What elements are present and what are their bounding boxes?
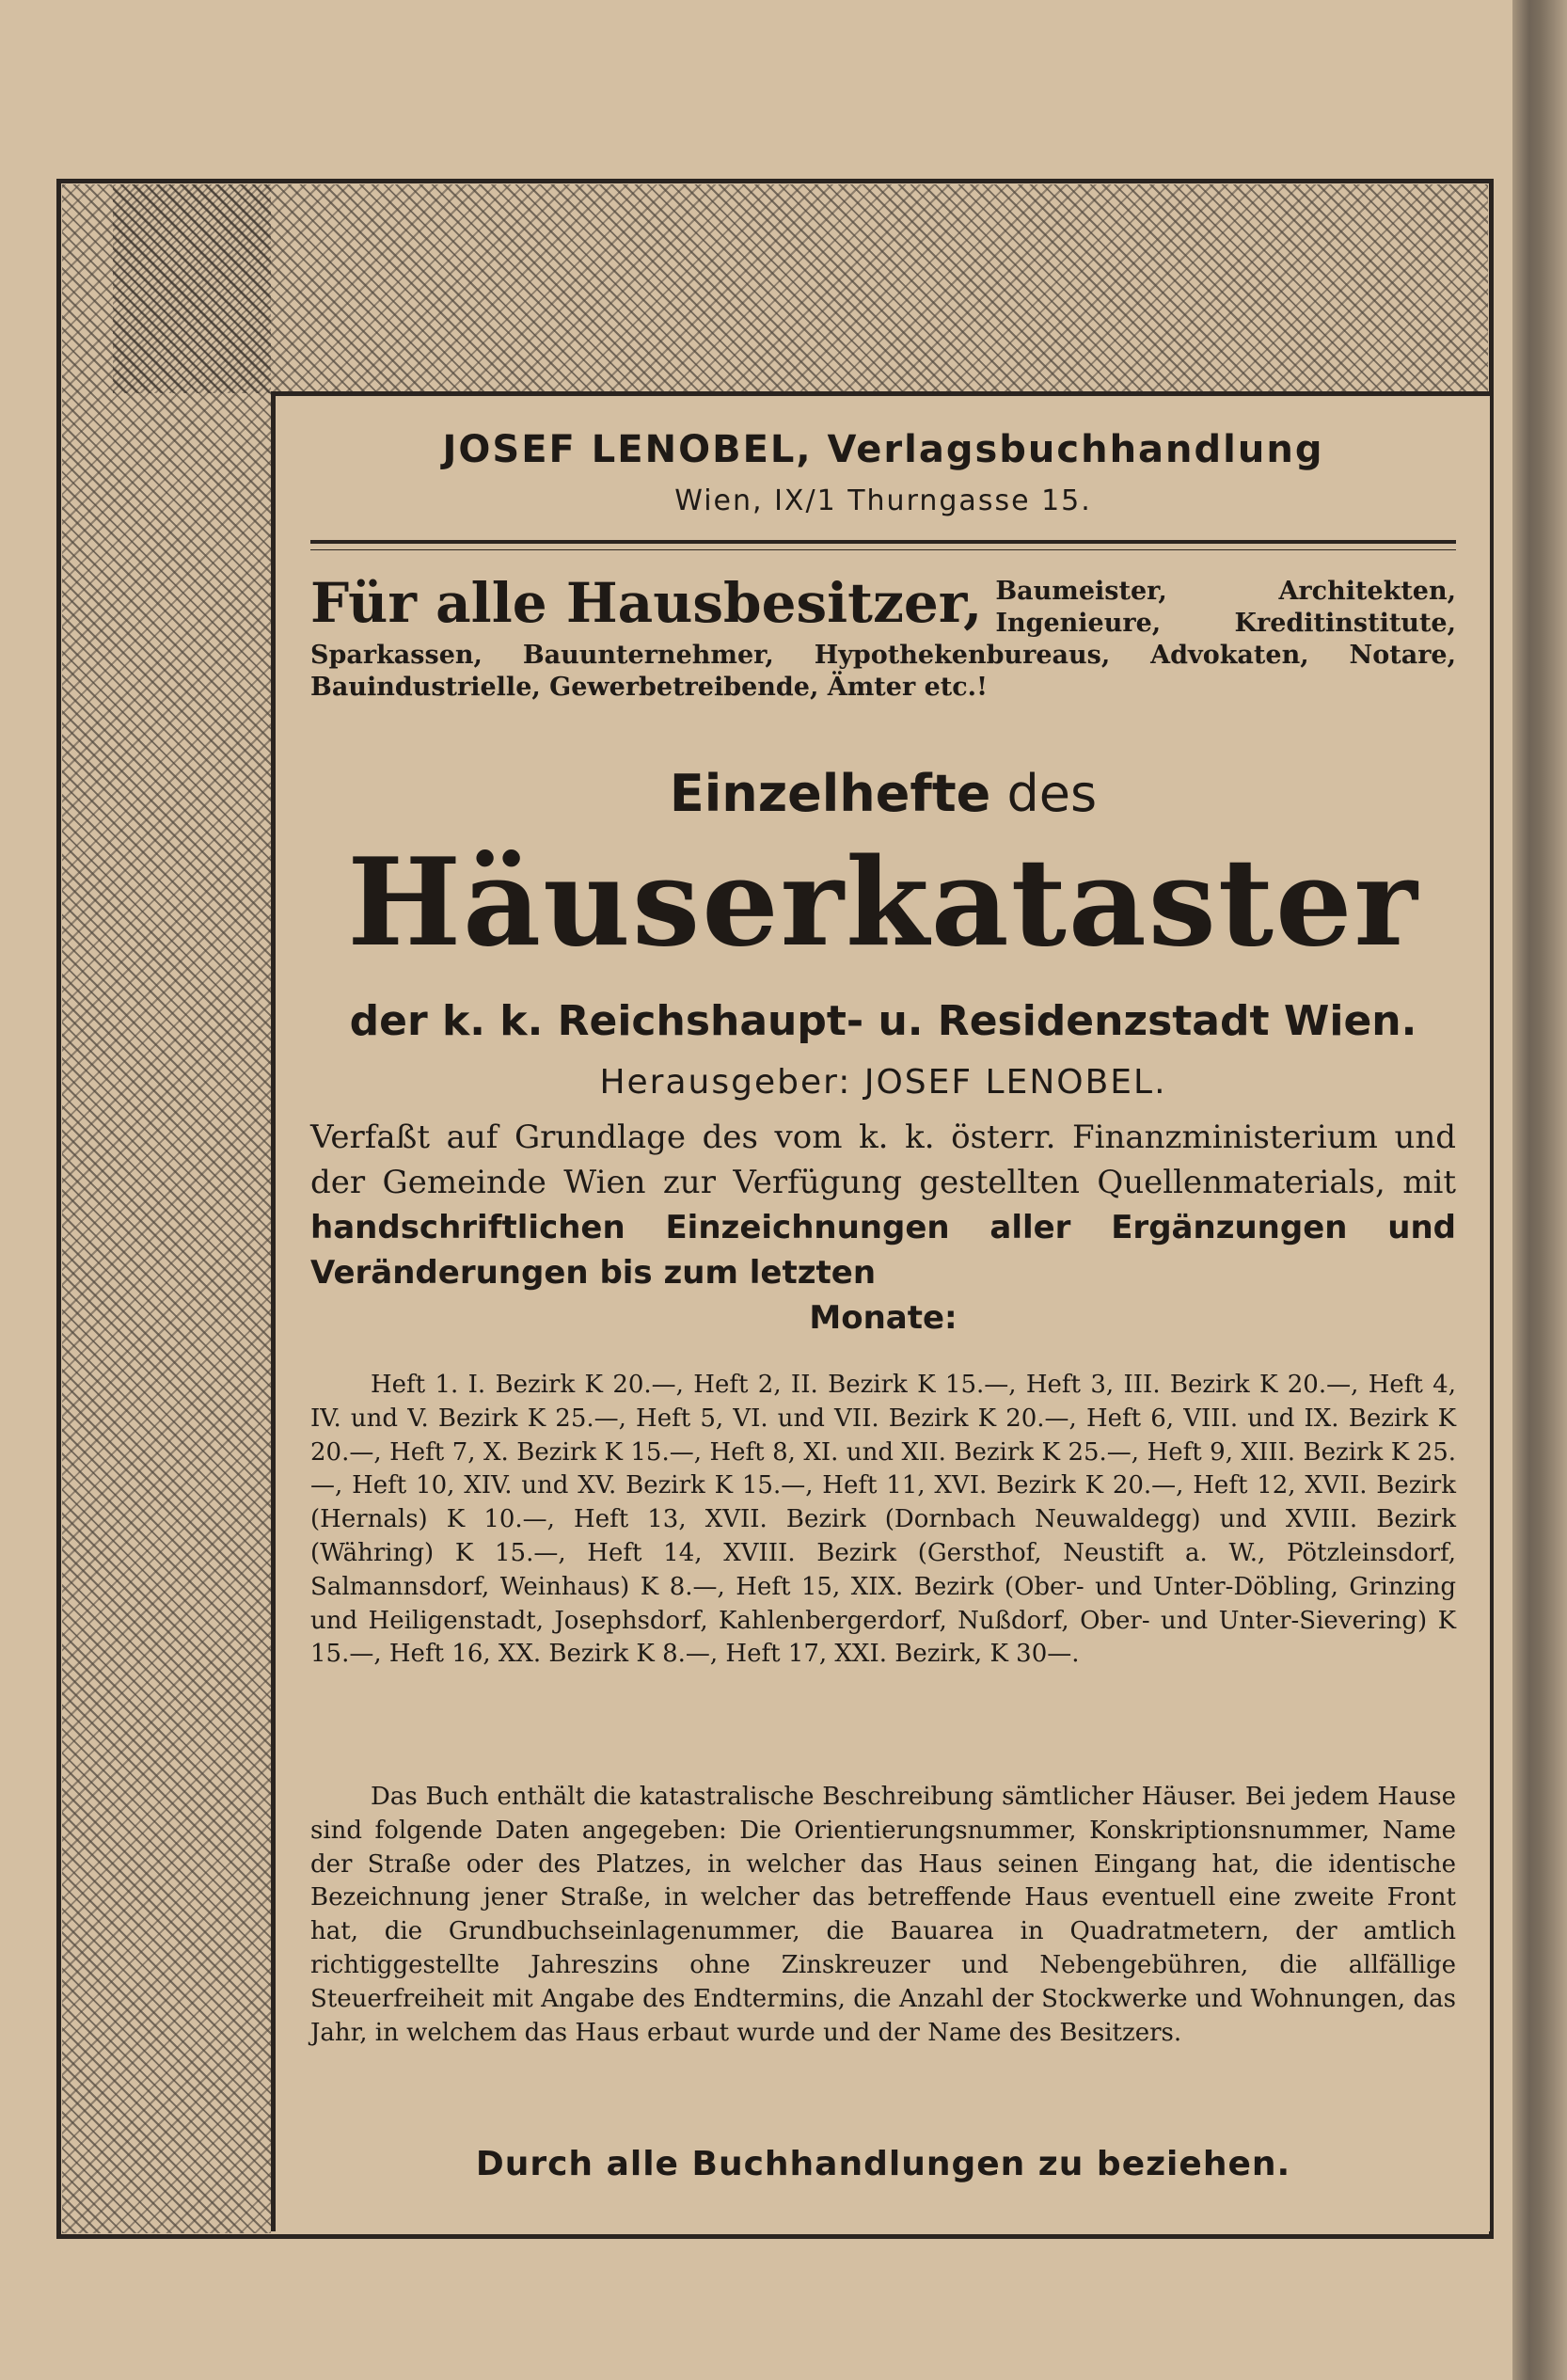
publisher-name: JOSEF LENOBEL, Verlagsbuchhandlung bbox=[442, 428, 1324, 471]
main-title: Häuserkataster bbox=[347, 833, 1419, 974]
ornament-border-top bbox=[113, 184, 1488, 393]
page-edge bbox=[1512, 0, 1567, 2380]
divider-rule-thin bbox=[310, 549, 1456, 550]
description-paragraph bbox=[310, 1115, 1456, 1341]
heading-des-word: des bbox=[1006, 764, 1098, 823]
description-part3: Monate: bbox=[809, 1299, 958, 1337]
heading-einzelhefte bbox=[310, 764, 1456, 823]
divider-rule bbox=[310, 540, 1456, 544]
publisher-address: Wien, IX/1 Thurngasse 15. bbox=[674, 484, 1092, 517]
audience-lead: Für alle Hausbesitzer, bbox=[310, 571, 983, 635]
heading-einzelhefte-word: Einzelhefte bbox=[669, 764, 991, 823]
subtitle: der k. k. Reichshaupt- u. Residenzstadt Wien. bbox=[349, 997, 1417, 1045]
book-contents-paragraph: Das Buch enthält die katastralische Beschreibung sämtlicher Häuser. Bei jedem Hause sind folgende Daten angegeben: Die Orientierungsnummer, Konskriptionsnummer, Name der Straße oder des Platzes, in welcher das Haus seinen Eingang hat, die identische Bezeichnung jener Straße, in welcher das betreffende Haus eventuell eine zweite Front hat, die Grundbuchseinlagenummer, die Bauarea in Quadratmetern, der amtlich richtiggestellte Jahreszins ohne Zinskreuzer und Nebengebühren, die allfällige Steuerfreiheit mit Angabe des Endtermins, die Anzahl der Stockwerke und Wohnungen, das Jahr, in welchem das Haus erbaut wurde und der Name des Besitzers. bbox=[310, 1783, 1456, 2047]
ornament-border-left bbox=[62, 184, 271, 2233]
description-part2: handschriftlichen Einzeichnungen aller Ergänzungen und Veränderungen bis zum letzten bbox=[310, 1209, 1456, 1292]
description-part1: Verfaßt auf Grundlage des vom k. k. österr. Finanzministerium und der Gemeinde Wien zur Verfügung gestellten Quellenmaterials, mit bbox=[310, 1119, 1456, 1201]
volumes-paragraph: Heft 1. I. Bezirk K 20.—, Heft 2, II. Bezirk K 15.—, Heft 3, III. Bezirk K 20.—, Heft 4, IV. und V. Bezirk K 25.—, Heft 5, VI. und VII. Bezirk K 20.—, Heft 6, VIII. und IX. Bezirk K 20.—, Heft 7, X. Bezirk K 15.—, Heft 8, XI. und XII. Bezirk K 25.—, Heft 9, XIII. Bezirk K 25.—, Heft 10, XIV. und XV. Bezirk K 15.—, Heft 11, XVI. Bezirk K 20.—, Heft 12, XVII. Bezirk (Hernals) K 10.—, Heft 13, XVII. Bezirk (Dornbach Neuwaldegg) und XVIII. Bezirk (Währing) K 15.—, Heft 14, XVIII. Bezirk (Gersthof, Neustift a. W., Pötzleinsdorf, Salmannsdorf, Weinhaus) K 8.—, Heft 15, XIX. Bezirk (Ober- und Unter-Döbling, Grinzing und Heiligenstadt, Josephsdorf, Kahlenbergerdorf, Nußdorf, Ober- und Unter-Sievering) K 15.—, Heft 16, XX. Bezirk K 8.—, Heft 17, XXI. Bezirk, K 30—. bbox=[310, 1371, 1456, 1669]
audience-list: Baumeister, Architekten, Ingenieure, Kreditinstitute, Sparkassen, Bauunternehmer, Hypothekenbureaus, Advokaten, Notare, Bauindustrielle, Gewerbetreibende, Ämter etc.! bbox=[310, 577, 1456, 702]
footer-line: Durch alle Buchhandlungen zu beziehen. bbox=[475, 2145, 1291, 2183]
editor-line: Herausgeber: JOSEF LENOBEL. bbox=[599, 1063, 1167, 1102]
audience-paragraph bbox=[310, 571, 1456, 704]
